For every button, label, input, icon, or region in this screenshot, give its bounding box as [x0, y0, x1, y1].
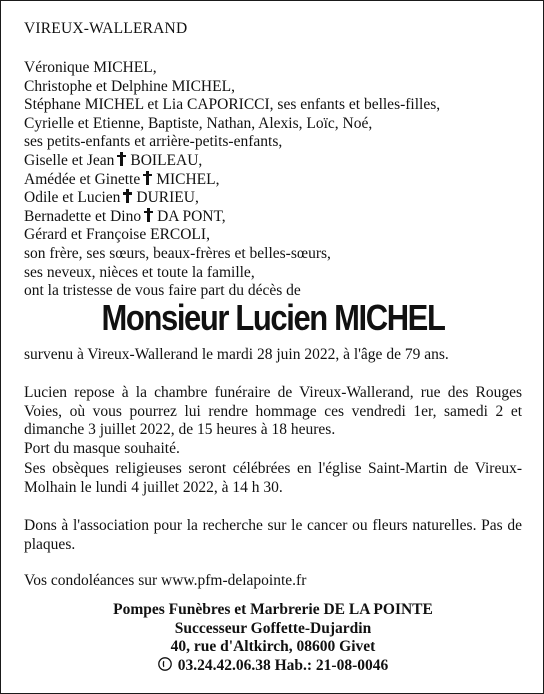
cross-icon	[144, 208, 153, 222]
family-line: ses petits-enfants et arrière-petits-enfants,	[24, 133, 283, 151]
mask-text: Port du masque souhaité.	[24, 439, 180, 457]
family-line-deceased	[24, 189, 524, 208]
death-paragraph: survenu à Vireux-Wallerand le mardi 28 juin 2022, à l'âge de 79 ans.	[24, 346, 449, 363]
family-line-after: DA PONT,	[157, 207, 226, 225]
family-line: Cyrielle et Etienne, Baptiste, Nathan, Alexis, Loïc, Noé,	[24, 114, 373, 132]
family-line-deceased	[24, 208, 524, 227]
family-line-after: MICHEL,	[156, 170, 220, 188]
family-line: son frère, ses sœurs, beaux-frères et belles-sœurs,	[24, 244, 331, 262]
funeral-home-footer	[1, 601, 544, 675]
family-line: ont la tristesse de vous faire part du décès de	[24, 282, 301, 300]
family-line: Christophe et Delphine MICHEL,	[24, 77, 235, 95]
family-line-deceased	[24, 171, 524, 190]
funeral-paragraph: Ses obsèques religieuses seront célébrées en l'église Saint-Martin de Vireux-Molhain le lundi 4 juillet 2022, à 14 h 30.	[24, 460, 522, 496]
family-line-deceased	[24, 152, 524, 171]
family-line-before: Amédée et Ginette	[24, 170, 141, 188]
cross-icon	[123, 189, 132, 203]
family-line-before: Giselle et Jean	[24, 151, 115, 169]
condolences-paragraph: Vos condoléances sur www.pfm-delapointe.fr	[24, 572, 307, 589]
family-line-before: Bernadette et Dino	[24, 207, 142, 225]
family-list	[24, 59, 524, 301]
family-line-before: Odile et Lucien	[24, 189, 121, 207]
town-heading: VIREUX-WALLERAND	[24, 20, 188, 37]
family-line: Gérard et Françoise ERCOLI,	[24, 226, 210, 244]
company-name: Pompes Funèbres et Marbrerie DE LA POINTE	[113, 601, 433, 618]
address-line: 40, rue d'Altkirch, 08600 Givet	[170, 638, 376, 656]
family-line: Stéphane MICHEL et Lia CAPORICCI, ses enfants et belles-filles,	[24, 96, 441, 114]
phone-text: 03.24.42.06.38 Hab.: 21-08-0046	[177, 656, 389, 674]
family-line-after: BOILEAU,	[130, 151, 203, 169]
cross-icon	[143, 171, 152, 185]
phone-line	[1, 657, 544, 676]
successor-line: Successeur Goffette-Dujardin	[174, 619, 372, 637]
donations-paragraph: Dons à l'association pour la recherche sur le cancer ou fleurs naturelles. Pas de plaques.	[24, 517, 522, 553]
cross-icon	[117, 152, 126, 166]
rest-paragraph	[24, 384, 522, 458]
family-line: ses neveux, nièces et toute la famille,	[24, 263, 255, 281]
family-line-after: DURIEU,	[136, 189, 199, 207]
family-line: Véronique MICHEL,	[24, 59, 157, 76]
rest-text: Lucien repose à la chambre funéraire de Vireux-Wallerand, rue des Rouges Voies, où vous pourrez lui rendre hommage ces vendredi 1er, samedi 2 et dimanche 3 juillet 2022, de 15 heures à 18 heures.	[24, 384, 522, 439]
deceased-name: Monsieur Lucien MICHEL	[101, 297, 445, 338]
phone-icon	[158, 657, 172, 671]
